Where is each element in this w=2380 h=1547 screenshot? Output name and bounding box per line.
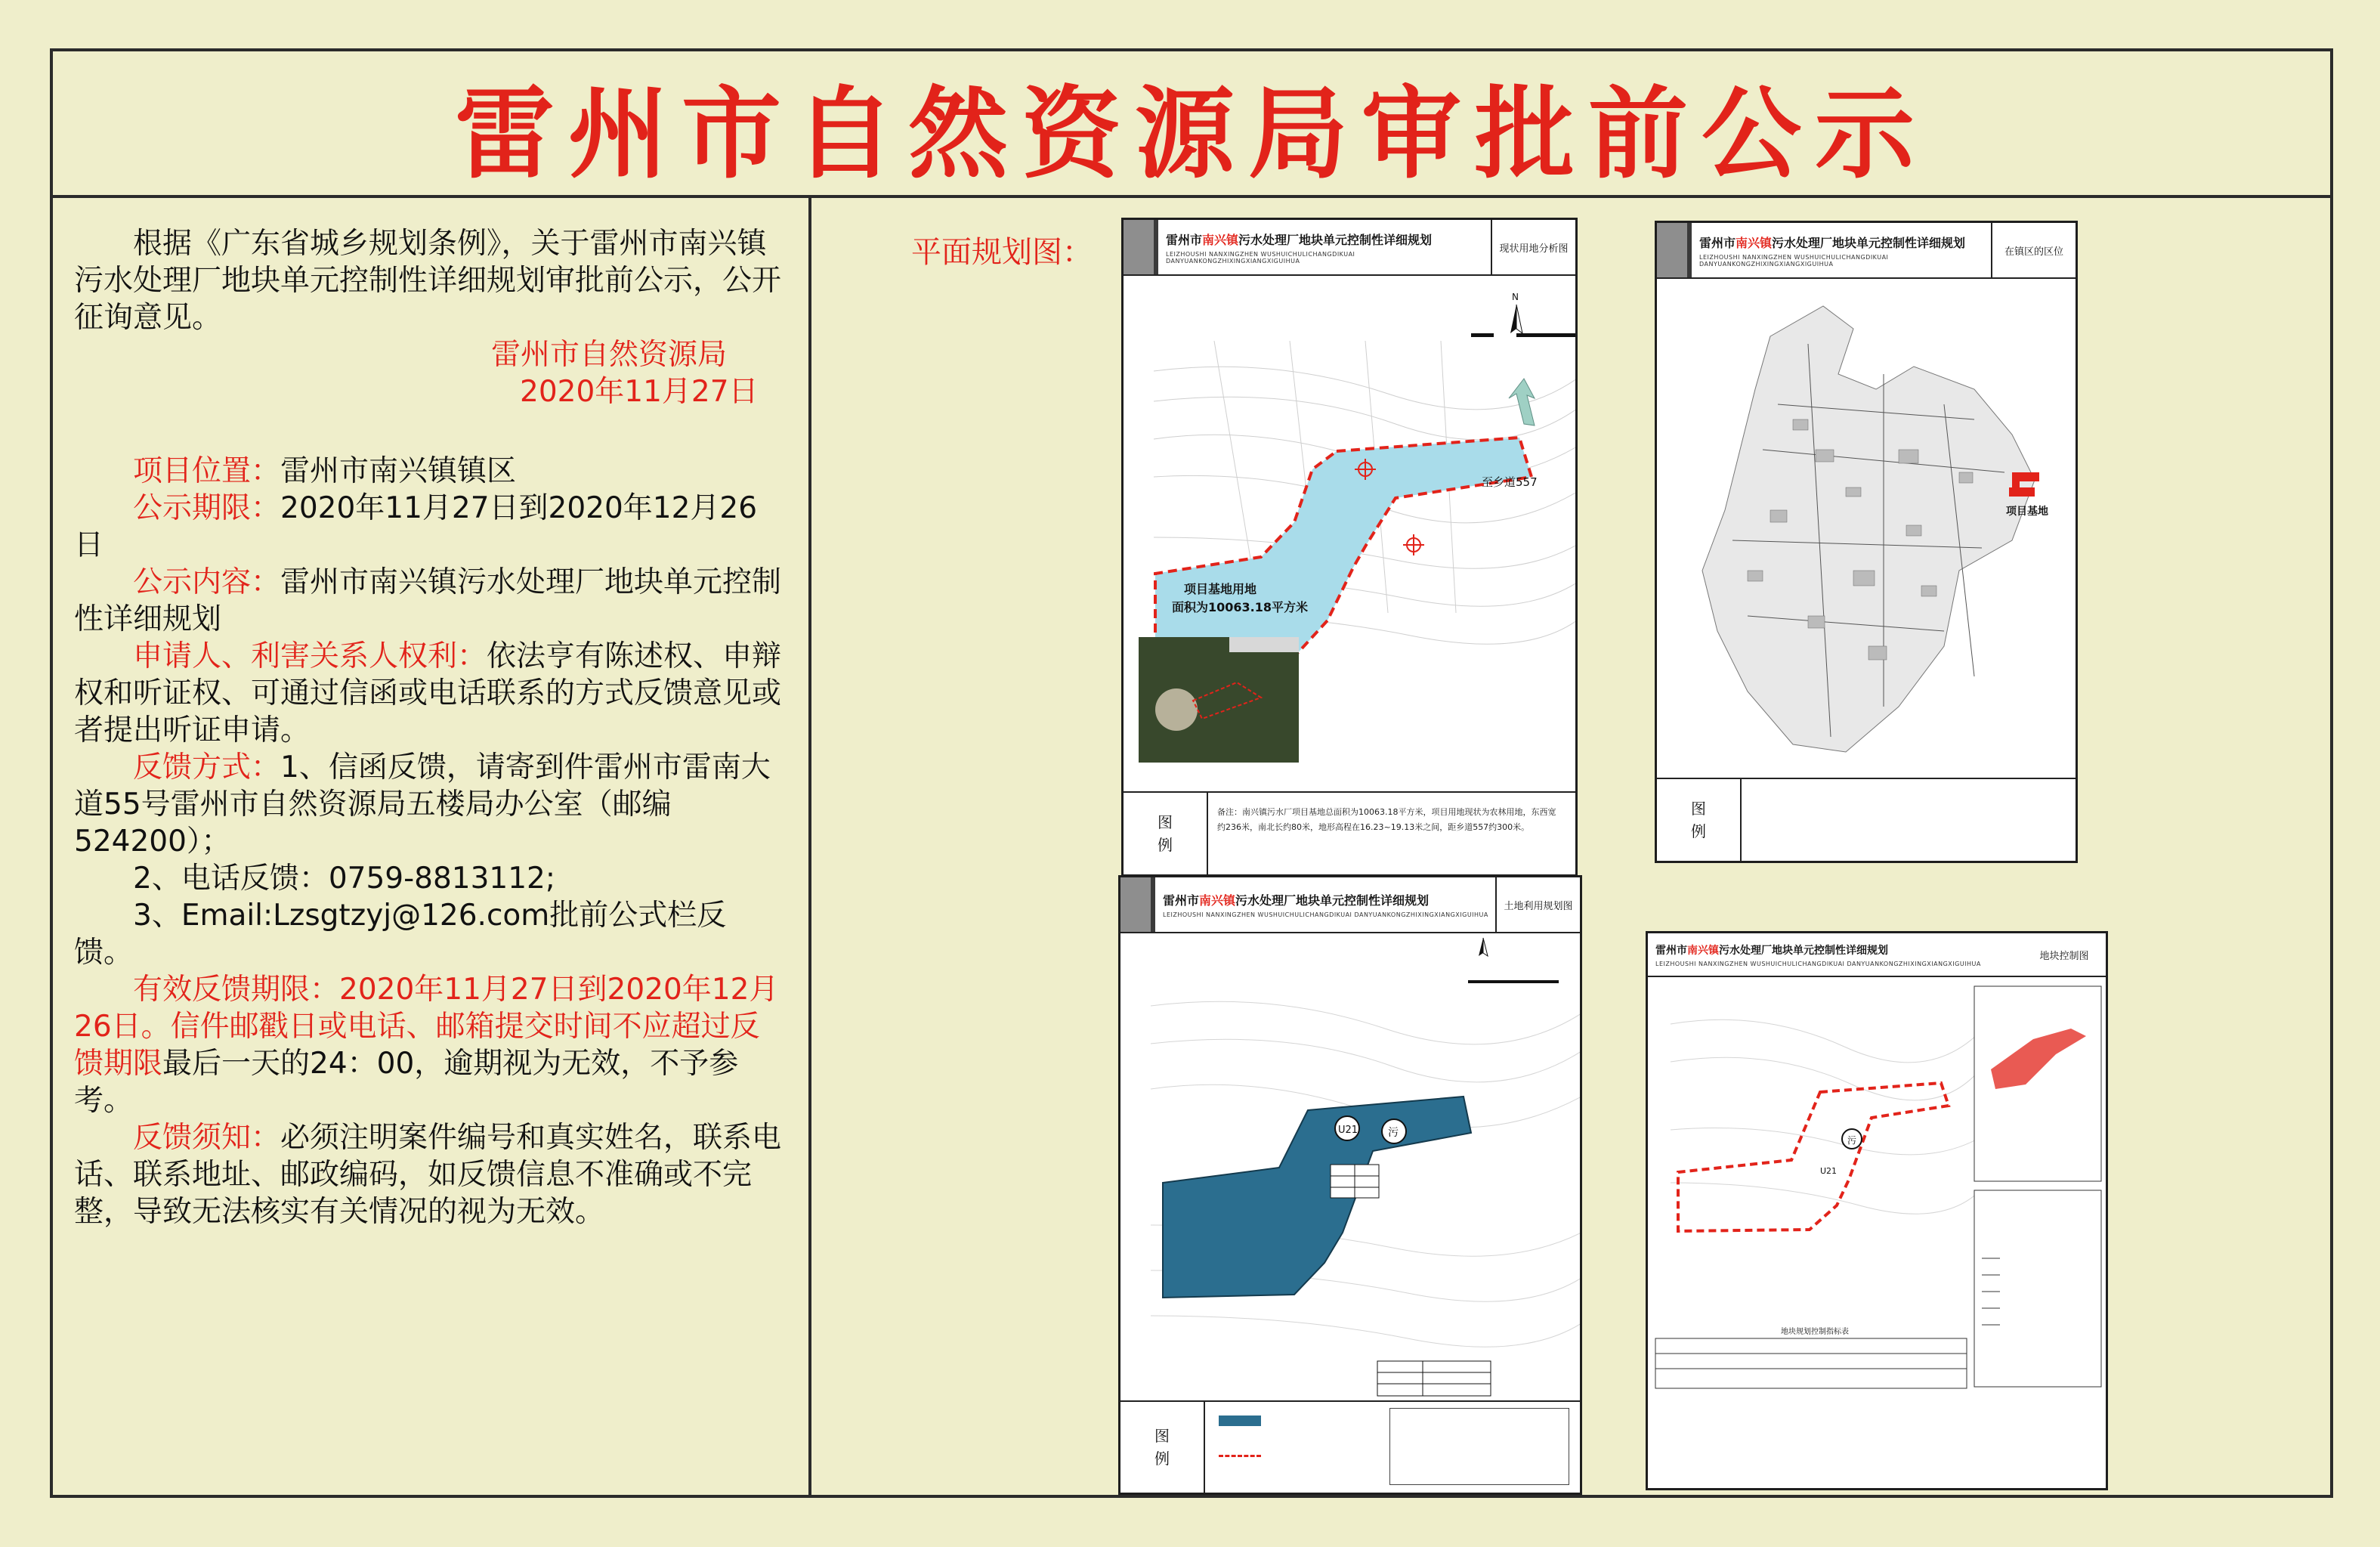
plot-code: U21 [1338,1125,1358,1136]
announcement-text [53,195,811,1495]
sheet-title: 雷州市南兴镇污水处理厂地块单元控制性详细规划 [1655,944,1888,957]
sheet-title: 雷州市南兴镇污水处理厂地块单元控制性详细规划 [1699,235,1966,250]
applicant-rights: 申请人、利害关系人权利：依法亨有陈述权、申辩权和听证权、可通过信函或电话联系的方式反馈意见或者提出听证申请。 [74,639,782,747]
legend-label: 图 例 [1657,779,1742,861]
intro-paragraph: 根据《广东省城乡规划条例》，关于雷州市南兴镇污水处理厂地块单元控制性详细规划审批前公示，公开征询意见。 [74,227,782,335]
sheet-pinyin: LEIZHOUSHI NANXINGZHEN WUSHUICHULICHANGDIKUAI DANYUANKONGZHIXINGXIANGXIGUIHUA [1699,253,1889,268]
valid-feedback-period: 有效反馈期限：2020年11月27日到2020年12月26日。信件邮戳日或电话、邮箱提交时间不应超过反馈期限最后一天的24：00，逾期视为无效，不予参考。 [74,973,779,1118]
aerial-photo [1139,637,1299,763]
current-land-use-map [1124,220,1578,877]
road-label: 至乡道557 [1482,475,1538,489]
project-location: 项目位置：雷州市南兴镇镇区 [133,454,517,488]
legend-swatch-plot [1219,1416,1261,1426]
title-bar [53,51,2330,198]
plan-label: 平面规划图： [911,235,1093,270]
plot-use: 污 [1847,1135,1857,1146]
notice-period: 公示期限：2020年11月27日到2020年12月26日 [74,491,758,562]
sheet-land-use-plan [1118,875,1582,1495]
feedback-notice: 反馈须知：必须注明案件编号和真实姓名，联系电话、联系地址、邮政编码，如反馈信息不准确或不完整，导致无法核实有关情况的视为无效。 [74,1121,782,1229]
north-arrow-icon [1471,292,1577,337]
sheet-pinyin: LEIZHOUSHI NANXINGZHEN WUSHUICHULICHANGDIKUAI DANYUANKONGZHIXINGXIANGXIGUIHUA [1163,911,1488,918]
north-arrow-icon [1468,938,1559,983]
site-label: 项目基地 [2006,506,2048,518]
site-label-2: 面积为10063.18平方米 [1172,600,1309,614]
page-title: 雷州市自然资源局审批前公示 [455,76,1928,193]
sheet-tag: 现状用地分析图 [1491,220,1575,274]
svg-text:N: N [1512,292,1519,302]
legend-label: 图 例 [1120,1402,1205,1493]
legend-table [1389,1408,1569,1485]
feedback-methods: 反馈方式：1、信函反馈，请寄到件雷州市雷南大道55号雷州市自然资源局五楼局办公室（邮编524200）； [74,750,771,859]
town-location-map [1657,223,2078,863]
sheet-plot-control [1646,931,2108,1490]
plot-code: U21 [1820,1166,1838,1176]
plot-control-map [1648,933,2108,1490]
legend-swatch-boundary [1219,1455,1261,1457]
notice-board [50,48,2333,1498]
notice-content: 公示内容：雷州市南兴镇污水处理厂地块单元控制性详细规划 [74,565,782,636]
issue-date: 2020年11月27日 [520,375,759,409]
sheet-current-land-use [1121,218,1578,877]
issuer: 雷州市自然资源局 [491,338,728,372]
sheet-title: 雷州市南兴镇污水处理厂地块单元控制性详细规划 [1166,232,1433,247]
sheet-pinyin: LEIZHOUSHI NANXINGZHEN WUSHUICHULICHANGDIKUAI DANYUANKONGZHIXINGXIANGXIGUIHUA [1655,960,1981,967]
table-title: 地块规划控制指标表 [1781,1328,1849,1336]
sheet-note: 备注：南兴镇污水厂项目基地总面积为10063.18平方米，项目用地现状为农林用地，东西宽约236米，南北长约80米，地形高程在16.23~19.13米之间，距乡道557约300米。 [1217,807,1556,832]
sheet-tag: 土地利用规划图 [1495,877,1580,932]
site-label-1: 项目基地用地 [1184,582,1257,596]
plot-use: 污 [1388,1127,1399,1139]
sheet-tag: 在镇区的区位 [1991,223,2076,277]
site-boundary [1678,1083,1949,1231]
plan-drawings [811,195,2330,1495]
sheet-town-location [1655,221,2078,863]
sheet-pinyin: LEIZHOUSHI NANXINGZHEN WUSHUICHULICHANGDIKUAI DANYUANKONGZHIXINGXIANGXIGUIHUA [1166,250,1355,265]
feedback-phone: 2、电话反馈：0759-8813112; [133,862,555,896]
site-boundary [1155,438,1532,660]
feedback-email: 3、Email:Lzsgtzyj@126.com批前公式栏反馈。 [74,899,727,970]
sheet-title: 雷州市南兴镇污水处理厂地块单元控制性详细规划 [1163,893,1430,908]
legend [1124,791,1575,874]
legend [1120,1400,1580,1493]
legend-label: 图 例 [1124,793,1208,874]
sheet-tag: 地块控制图 [2039,950,2089,962]
legend [1657,778,2076,861]
site-plot [1163,1097,1471,1298]
